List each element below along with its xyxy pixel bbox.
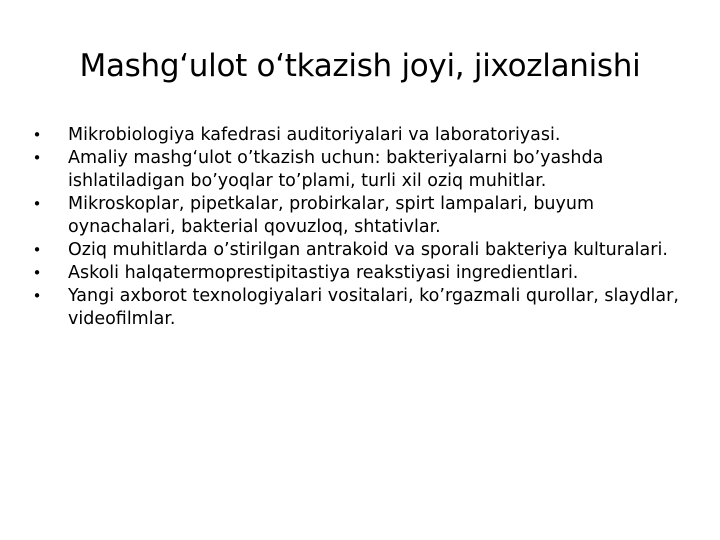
slide-title: Mashg‘ulot o‘tkazish joyi, jixozlanishi [79, 48, 641, 84]
list-item [32, 239, 686, 262]
bullet-icon: • [32, 126, 42, 144]
list-item-text: Oziq muhitlarda o’stirilgan antrakoid va sporali bakteriya kulturalari. [68, 240, 668, 260]
list-item [32, 262, 686, 285]
list-item-text: Mikrobiologiya kafedrasi auditoriyalari va laboratoriyasi. [68, 125, 561, 145]
list-item-text: Yangi axborot texnologiyalari vositalari, ko’rgazmali qurollar, slaydlar, videofilmlar. [68, 286, 679, 329]
bullet-icon: • [32, 195, 42, 213]
list-item [32, 147, 686, 193]
list-item-text: Amaliy mashg‘ulot o’tkazish uchun: bakteriyalarni bo’yashda ishlatiladigan bo’yoqlar to’plami, turli xil oziq muhitlar. [68, 148, 604, 191]
bullet-icon: • [32, 264, 42, 282]
bullet-icon: • [32, 241, 42, 259]
list-item-text: Askoli halqatermoprestipitastiya reakstiyasi ingredientlari. [68, 263, 579, 283]
list-item-text: Mikroskoplar, pipetkalar, probirkalar, spirt lampalari, buyum oynachalari, bakterial qovuzloq, shtativlar. [68, 194, 595, 237]
list-item [32, 193, 686, 239]
list-item [32, 285, 686, 331]
bullet-icon: • [32, 287, 42, 305]
list-item [32, 124, 686, 147]
bullet-icon: • [32, 149, 42, 167]
bullet-list [32, 124, 686, 331]
